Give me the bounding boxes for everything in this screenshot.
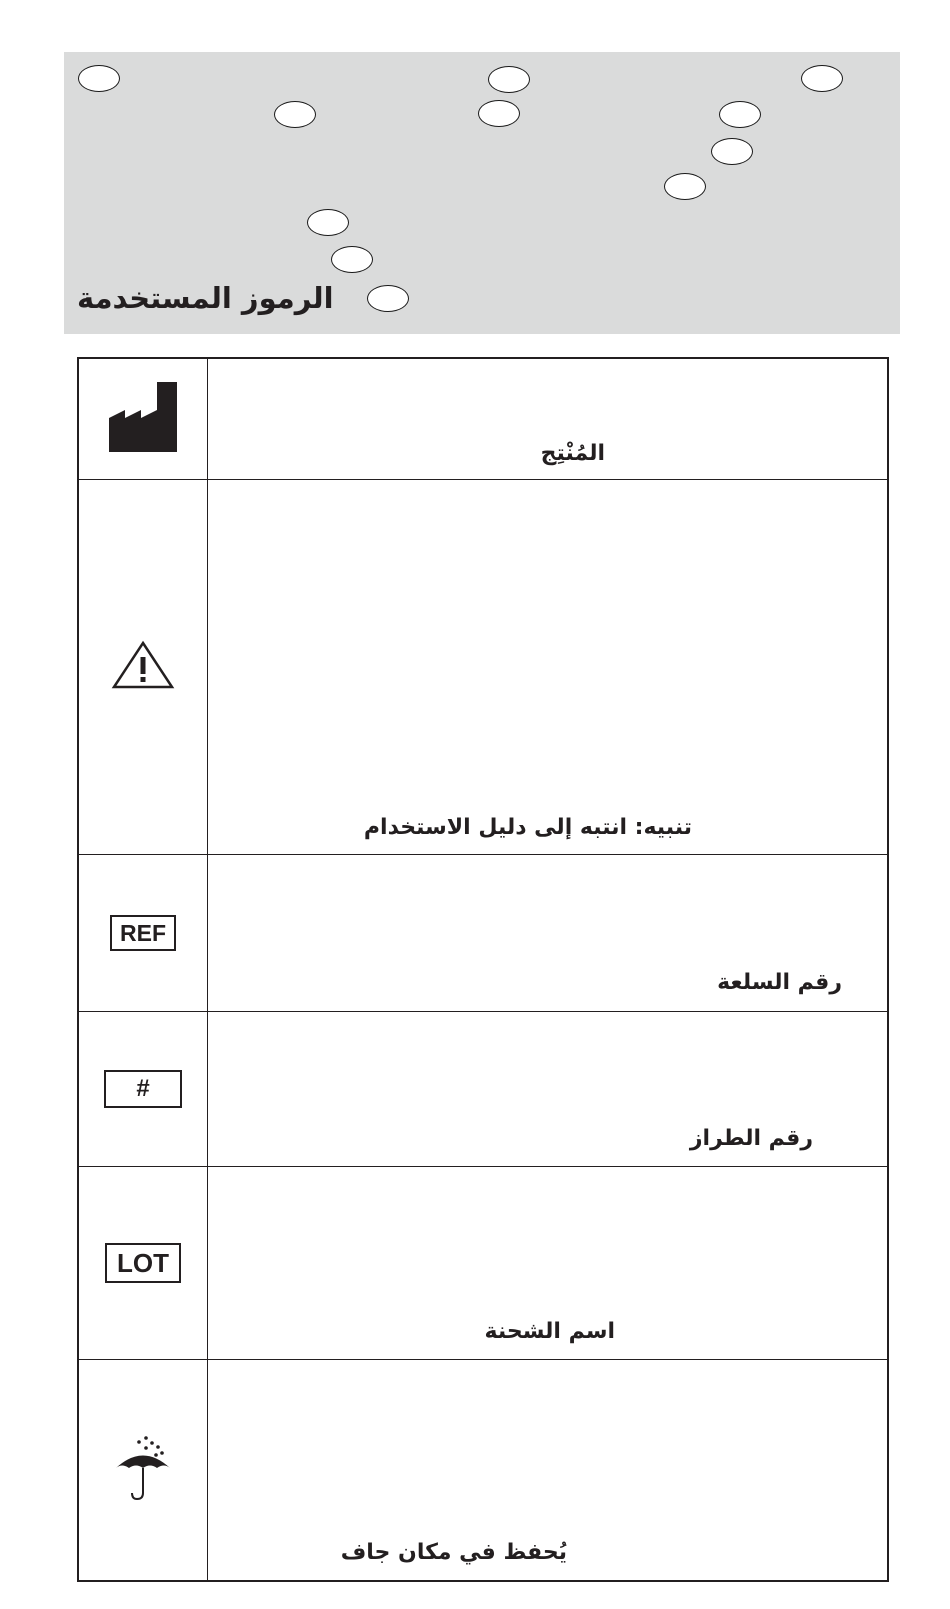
symbol-description: اسم الشحنة: [484, 1319, 615, 1344]
callout-bubble: [711, 138, 753, 165]
keep-dry-icon: [112, 1435, 174, 1505]
header-band: [64, 52, 900, 334]
table-row: [79, 1167, 887, 1360]
symbol-description: يُحفظ في مكان جاف: [340, 1540, 567, 1565]
callout-bubble: [801, 65, 843, 92]
table-row: [79, 1360, 887, 1580]
table-row: [79, 480, 887, 855]
icon-cell: [79, 480, 208, 854]
callout-bubble: [331, 246, 373, 273]
model-number-icon: #: [104, 1070, 182, 1108]
symbols-table: [77, 357, 889, 1582]
callout-bubble: [478, 100, 520, 127]
icon-cell: [79, 1360, 208, 1580]
symbol-description: تنبيه: انتبه إلى دليل الاستخدام: [363, 815, 692, 840]
page-title: الرموز المستخدمة: [77, 281, 334, 315]
manufacturer-icon: [109, 382, 177, 456]
callout-bubble: [664, 173, 706, 200]
callout-bubble: [488, 66, 530, 93]
icon-cell: [79, 855, 208, 1011]
symbol-description: رقم الطراز: [689, 1126, 813, 1151]
callout-bubble: [274, 101, 316, 128]
table-row: [79, 1012, 887, 1167]
ref-icon: REF: [110, 915, 176, 951]
table-row: [79, 855, 887, 1012]
callout-bubble: [367, 285, 409, 312]
caution-icon: [111, 640, 175, 694]
callout-bubble: [719, 101, 761, 128]
symbol-description: المُنْتِج: [540, 441, 605, 466]
icon-cell: [79, 359, 208, 479]
icon-cell: [79, 1167, 208, 1359]
callout-bubble: [307, 209, 349, 236]
table-row: [79, 359, 887, 480]
callout-bubble: [78, 65, 120, 92]
icon-cell: [79, 1012, 208, 1166]
lot-icon: LOT: [105, 1243, 181, 1283]
symbol-description: رقم السلعة: [717, 970, 842, 995]
